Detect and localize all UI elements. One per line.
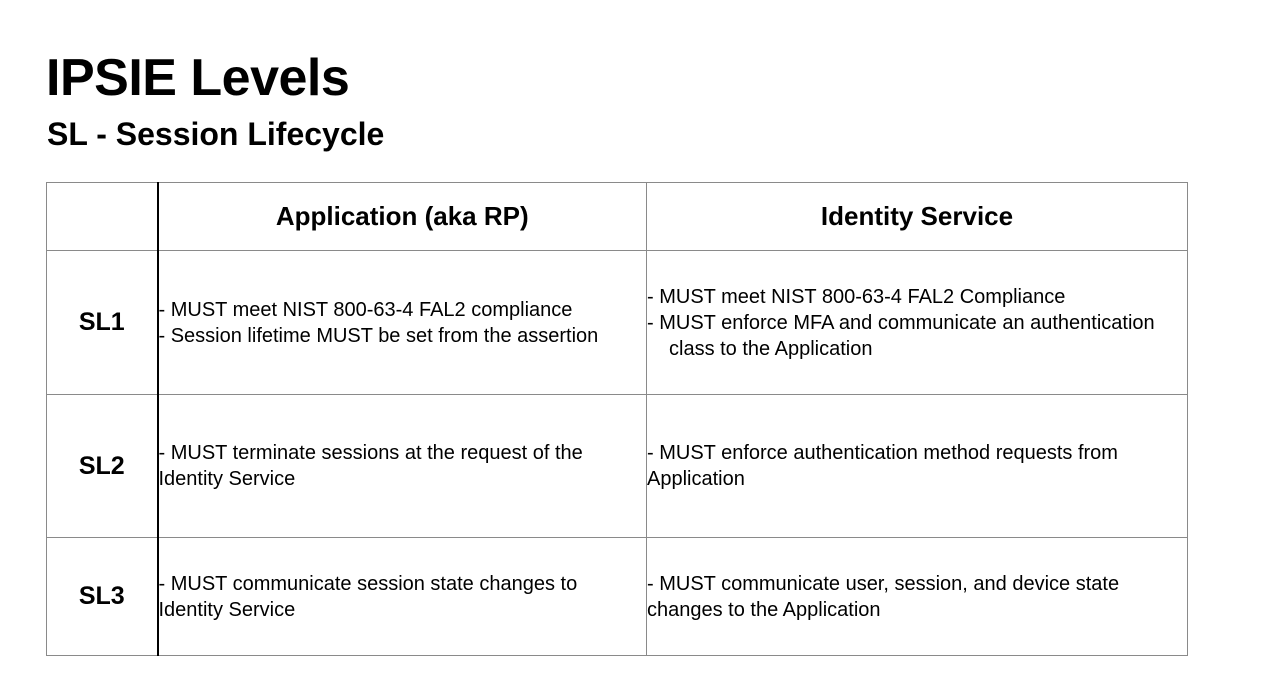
header-application: Application (aka RP) xyxy=(158,183,647,251)
table-row-sl1 xyxy=(47,251,1188,395)
identity-service-requirements-sl2 xyxy=(647,395,1188,538)
requirement-item: - Session lifetime MUST be set from the assertion xyxy=(158,324,599,347)
level-label-sl2: SL2 xyxy=(47,395,158,538)
levels-table xyxy=(46,182,1188,656)
requirement-item: - MUST communicate session state changes to Identity Service xyxy=(158,572,578,621)
requirement-item: - MUST meet NIST 800-63-4 FAL2 Compliance xyxy=(647,285,1066,308)
identity-service-requirements-sl1 xyxy=(647,251,1188,395)
slide-title: IPSIE Levels xyxy=(46,49,350,107)
header-identity-service: Identity Service xyxy=(647,183,1188,251)
application-requirements-sl1 xyxy=(158,251,647,395)
table-header-row xyxy=(47,183,1188,251)
level-label-sl3: SL3 xyxy=(47,538,158,656)
header-corner-cell xyxy=(47,183,158,251)
requirement-item: - MUST enforce MFA and communicate an authentication class to the Application xyxy=(647,311,1155,360)
table-row-sl3 xyxy=(47,538,1188,656)
requirement-item: - MUST communicate user, session, and device state changes to the Application xyxy=(647,572,1120,621)
identity-service-requirements-sl3 xyxy=(647,538,1188,656)
requirement-item: - MUST terminate sessions at the request of the Identity Service xyxy=(158,442,583,490)
requirement-item: - MUST enforce authentication method requests from Application xyxy=(647,442,1118,490)
level-label-sl1: SL1 xyxy=(47,251,158,395)
requirement-item: - MUST meet NIST 800-63-4 FAL2 compliance xyxy=(158,298,573,321)
application-requirements-sl3 xyxy=(158,538,647,656)
application-requirements-sl2 xyxy=(158,395,647,538)
table-row-sl2 xyxy=(47,395,1188,538)
slide-subtitle: SL - Session Lifecycle xyxy=(47,116,385,152)
